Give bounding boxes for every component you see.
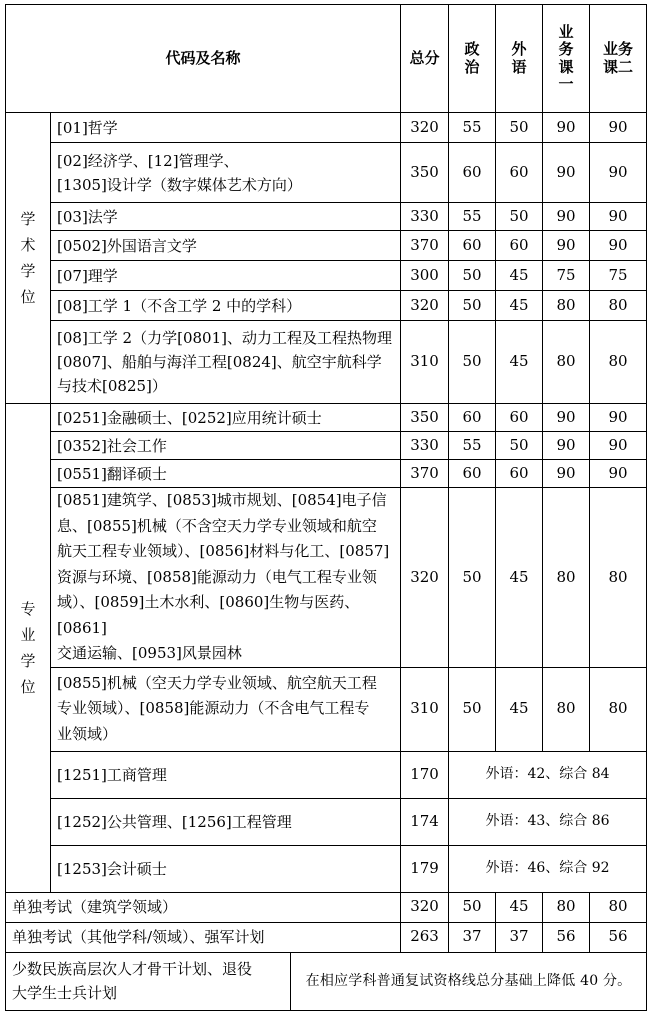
group-academic-label: 学 术 学 位 (6, 113, 51, 404)
row-politics: 55 (449, 113, 496, 143)
row-course1: 75 (543, 261, 590, 291)
table-row (6, 113, 647, 143)
row-politics: 50 (449, 892, 496, 922)
row-total: 300 (401, 261, 449, 291)
header-row (6, 5, 647, 113)
table-row (6, 488, 647, 668)
row-course2: 90 (590, 404, 647, 432)
table-row (6, 261, 647, 291)
row-language: 50 (496, 113, 543, 143)
row-course2: 56 (590, 922, 647, 952)
footer-cell (6, 952, 647, 1010)
row-name: [1253]会计硕士 (51, 845, 401, 892)
row-course2: 80 (590, 291, 647, 321)
footer-row (6, 952, 647, 1010)
special-row-name: 单独考试（其他学科/领域）、强军计划 (6, 922, 401, 952)
table-row (6, 892, 647, 922)
row-total: 320 (401, 291, 449, 321)
row-name: [07]理学 (51, 261, 401, 291)
row-total: 320 (401, 113, 449, 143)
row-language: 60 (496, 143, 543, 203)
table-row (6, 203, 647, 231)
row-name: [02]经济学、[12]管理学、 [1305]设计学（数字媒体艺术方向） (51, 143, 401, 203)
row-politics: 60 (449, 404, 496, 432)
header-course2: 业务 课二 (590, 5, 647, 113)
row-total: 174 (401, 798, 449, 845)
header-name: 代码及名称 (6, 5, 401, 113)
row-politics: 50 (449, 321, 496, 404)
row-politics: 50 (449, 667, 496, 751)
row-course1: 90 (543, 404, 590, 432)
row-language: 45 (496, 892, 543, 922)
row-total: 330 (401, 203, 449, 231)
row-language: 45 (496, 488, 543, 668)
table-row (6, 845, 647, 892)
row-total: 350 (401, 404, 449, 432)
row-language: 45 (496, 321, 543, 404)
row-name: [1252]公共管理、[1256]工程管理 (51, 798, 401, 845)
header-course1: 业 务 课 一 (543, 5, 590, 113)
row-total: 370 (401, 231, 449, 261)
row-total: 310 (401, 667, 449, 751)
row-course2: 90 (590, 231, 647, 261)
row-course2: 80 (590, 667, 647, 751)
row-politics: 37 (449, 922, 496, 952)
row-course1: 90 (543, 460, 590, 488)
row-course1: 80 (543, 667, 590, 751)
row-total: 350 (401, 143, 449, 203)
row-language: 60 (496, 460, 543, 488)
row-course1: 90 (543, 231, 590, 261)
row-name: [0851]建筑学、[0853]城市规划、[0854]电子信 息、[0855]机械（不含空天力学专业领域和航空 航天工程专业领域）、[0856]材料与化工、[0857] 资源与环境、[0858]能源动力（电气工程专业领 域）、[0859]土木水利、[0860]生物与医药、[0861] 交通运输、[0953]风景园林 (51, 488, 401, 668)
row-total: 320 (401, 892, 449, 922)
row-language: 50 (496, 203, 543, 231)
footer-note: 在相应学科普通复试资格线总分基础上降低 40 分。 (305, 972, 632, 989)
table-row (6, 460, 647, 488)
table-row (6, 404, 647, 432)
row-language: 37 (496, 922, 543, 952)
row-score-rule: 外语：46、综合 92 (449, 845, 647, 892)
footer-name: 少数民族高层次人才骨干计划、退役 大学生士兵计划 (6, 953, 291, 1010)
row-total: 370 (401, 460, 449, 488)
row-course2: 75 (590, 261, 647, 291)
row-course1: 56 (543, 922, 590, 952)
row-course1: 80 (543, 321, 590, 404)
row-name: [0251]金融硕士、[0252]应用统计硕士 (51, 404, 401, 432)
row-course1: 90 (543, 113, 590, 143)
row-name: [01]哲学 (51, 113, 401, 143)
row-course1: 90 (543, 432, 590, 460)
row-total: 320 (401, 488, 449, 668)
row-total: 330 (401, 432, 449, 460)
row-politics: 55 (449, 432, 496, 460)
table-row (6, 922, 647, 952)
header-language: 外 语 (496, 5, 543, 113)
row-politics: 50 (449, 291, 496, 321)
row-language: 45 (496, 667, 543, 751)
row-name: [08]工学 1（不含工学 2 中的学科） (51, 291, 401, 321)
row-course2: 80 (590, 321, 647, 404)
score-table (5, 4, 647, 1011)
row-politics: 50 (449, 488, 496, 668)
row-name: [0352]社会工作 (51, 432, 401, 460)
row-politics: 55 (449, 203, 496, 231)
row-course2: 90 (590, 432, 647, 460)
row-course1: 80 (543, 892, 590, 922)
row-score-rule: 外语：42、综合 84 (449, 751, 647, 798)
table-row (6, 751, 647, 798)
row-language: 45 (496, 291, 543, 321)
row-course2: 80 (590, 488, 647, 668)
group-professional-label: 专 业 学 位 (6, 404, 51, 893)
table-row (6, 798, 647, 845)
row-language: 60 (496, 231, 543, 261)
row-name: [03]法学 (51, 203, 401, 231)
row-course1: 80 (543, 291, 590, 321)
row-course2: 90 (590, 113, 647, 143)
row-total: 170 (401, 751, 449, 798)
table-row (6, 321, 647, 404)
row-language: 60 (496, 404, 543, 432)
row-course2: 90 (590, 460, 647, 488)
row-total: 179 (401, 845, 449, 892)
row-language: 50 (496, 432, 543, 460)
row-score-rule: 外语：43、综合 86 (449, 798, 647, 845)
table-row (6, 231, 647, 261)
header-total: 总分 (401, 5, 449, 113)
table-row (6, 432, 647, 460)
special-row-name: 单独考试（建筑学领域） (6, 892, 401, 922)
row-course2: 90 (590, 143, 647, 203)
row-name: [0551]翻译硕士 (51, 460, 401, 488)
row-politics: 50 (449, 261, 496, 291)
row-course2: 80 (590, 892, 647, 922)
row-course2: 90 (590, 203, 647, 231)
row-politics: 60 (449, 231, 496, 261)
row-course1: 90 (543, 143, 590, 203)
row-total: 263 (401, 922, 449, 952)
row-name: [0502]外国语言文学 (51, 231, 401, 261)
row-politics: 60 (449, 143, 496, 203)
row-politics: 60 (449, 460, 496, 488)
table-row (6, 291, 647, 321)
row-name: [0855]机械（空天力学专业领域、航空航天工程 专业领域）、[0858]能源动力（不含电气工程专 业领域） (51, 667, 401, 751)
row-name: [08]工学 2（力学[0801]、动力工程及工程热物理 [0807]、船舶与海洋工程[0824]、航空宇航科学 与技术[0825]） (51, 321, 401, 404)
row-total: 310 (401, 321, 449, 404)
row-language: 45 (496, 261, 543, 291)
row-course1: 90 (543, 203, 590, 231)
row-course1: 80 (543, 488, 590, 668)
table-row (6, 667, 647, 751)
row-name: [1251]工商管理 (51, 751, 401, 798)
table-row (6, 143, 647, 203)
header-politics: 政 治 (449, 5, 496, 113)
